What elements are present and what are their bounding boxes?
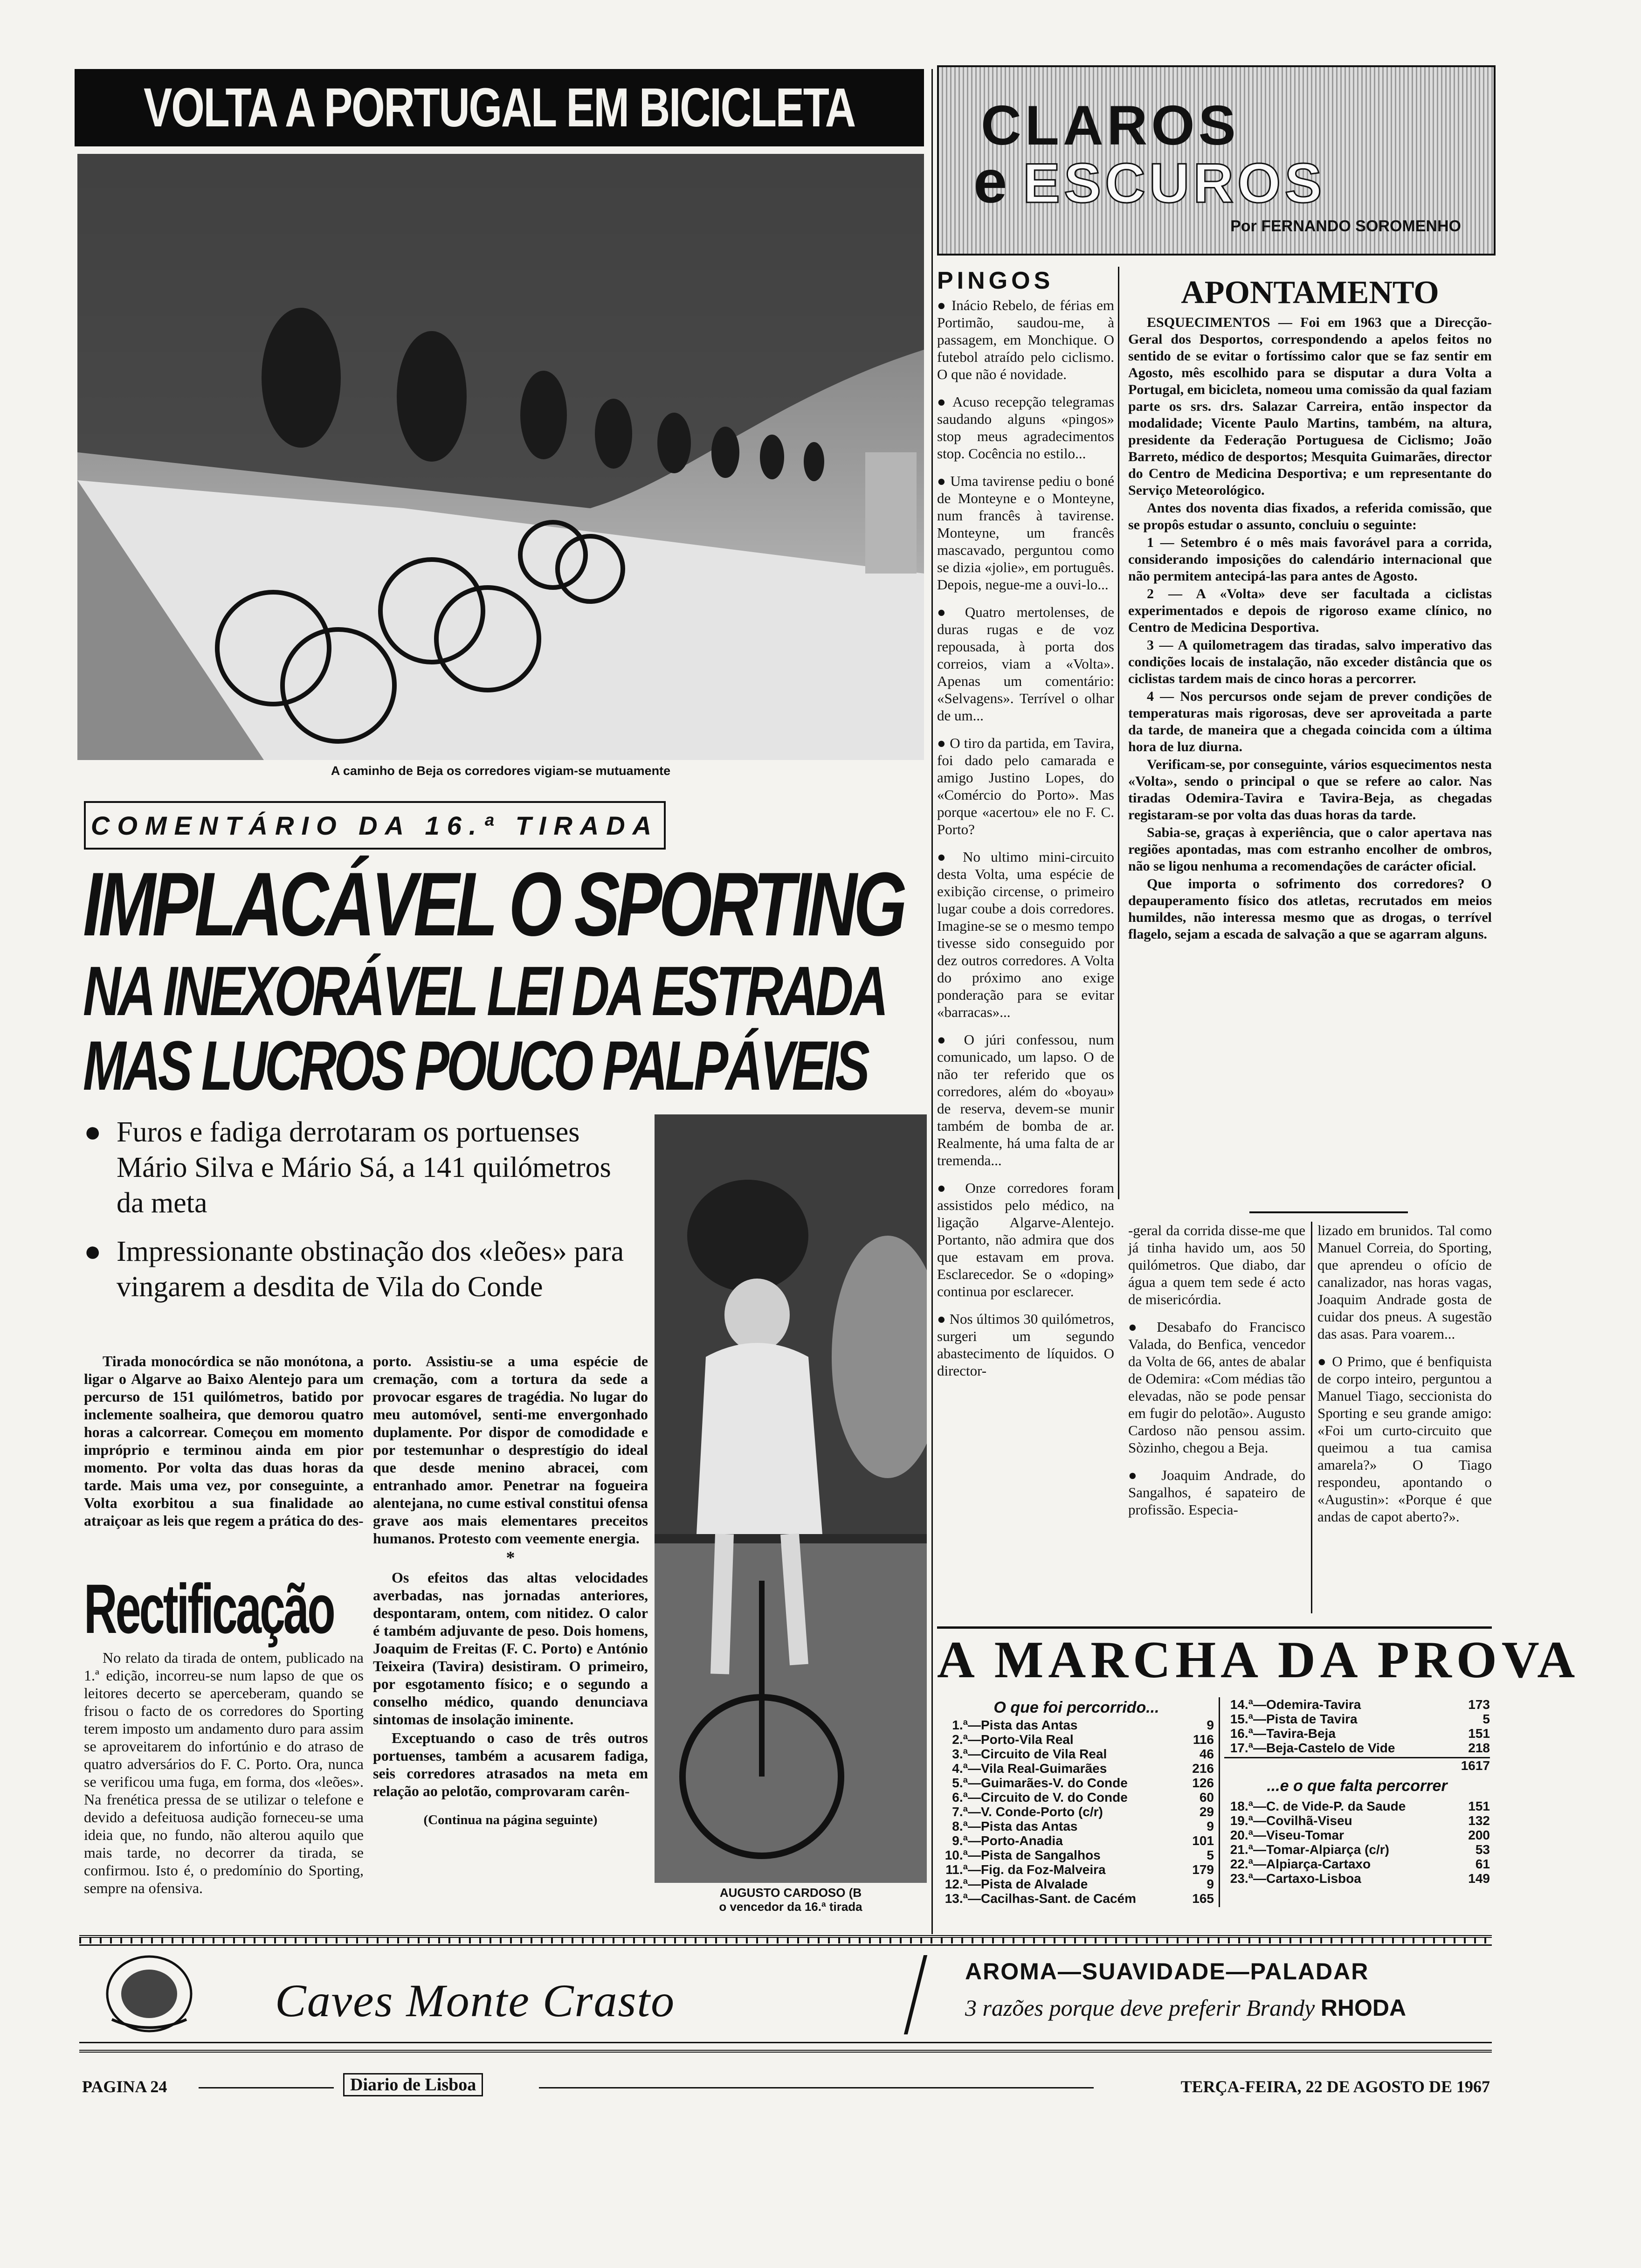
- stage-number: 19.ª: [1230, 1813, 1253, 1828]
- article-col2a-text: porto. Assistiu-se a uma espécie de cremação, com a tortura da sede a provocar esgares de tragédia. No lugar do meu automóvel, senti-me envergonhado duplamente. Por dispor de comodidade e por testemunhar o desprestígio do ideal que desde menino abracei, com entranhado amor. Penetrar na fogueira alentejana, no cume estival constitui ofensa grave aos mais elementares preceitos humanos. Protesto com veemente energia.: [373, 1353, 648, 1547]
- stage-row: [939, 1848, 1214, 1862]
- stage-row: [939, 1805, 1214, 1819]
- stage-km: 5: [1207, 1848, 1214, 1862]
- stage-number: 5.ª: [952, 1776, 968, 1790]
- pingo-text: O júri confessou, num comunicado, um lapso. O de não ter referido que os corredores, além do «boyau» de reserva, devem-se munir também de bomba de ar. Realmente, há uma falta de ar tremenda...: [937, 1031, 1114, 1169]
- pingos-list: [937, 297, 1114, 1379]
- stage-name: Porto-Vila Real: [981, 1732, 1074, 1747]
- pingo-item: [937, 393, 1114, 462]
- stage-number: 10.ª: [945, 1848, 968, 1862]
- stage-km: 132: [1468, 1813, 1490, 1828]
- pingo-text: Nos últimos 30 quilómetros, surgeri um segundo abastecimento de líquidos. O director-: [937, 1311, 1114, 1379]
- stage-number: 14.ª: [1230, 1697, 1253, 1712]
- stage-number: 8.ª: [952, 1819, 968, 1833]
- stage-number: 7.ª: [952, 1805, 968, 1819]
- stage-km: 60: [1199, 1790, 1214, 1805]
- stage-dash: —: [968, 1805, 981, 1819]
- stage-name: C. de Vide-P. da Saude: [1266, 1799, 1406, 1813]
- stage-number: 1.ª: [952, 1718, 968, 1732]
- marcha-total: 1617: [1224, 1757, 1490, 1773]
- article-column-2: [373, 1352, 648, 1829]
- stage-km: 46: [1199, 1747, 1214, 1761]
- stage-km: 29: [1199, 1805, 1214, 1819]
- rectificacao-title: Rectificação: [84, 1570, 334, 1648]
- stage-row: [1224, 1741, 1490, 1755]
- bullet-icon: ●: [1317, 1353, 1332, 1369]
- ad-product: RHODA: [1320, 1995, 1407, 2021]
- stage-name: Tavira-Beja: [1266, 1726, 1336, 1741]
- bullet-icon: ●: [937, 1031, 964, 1048]
- rectificacao: [84, 1571, 364, 1898]
- stage-name: Circuito de V. do Conde: [981, 1790, 1128, 1805]
- column-divider: [931, 69, 933, 1934]
- pingos-column: [937, 267, 1114, 1390]
- stage-km: 179: [1192, 1862, 1214, 1877]
- stage-name: Viseu-Tomar: [1266, 1828, 1345, 1842]
- bullet-icon: ●: [937, 473, 951, 489]
- stage-dash: —: [968, 1732, 981, 1747]
- stage-dash: —: [968, 1848, 981, 1862]
- marcha-divider: [1219, 1697, 1220, 1907]
- pingo-item: [937, 1310, 1114, 1379]
- pingo-text: Quatro mertolenses, de duras rugas e de voz repousada, à porta dos correios, viam a «Volta». Apenas um comentário: «Selvagens». Terrível o olhar de um...: [937, 604, 1114, 724]
- pingos-continuation-col2: [1128, 1222, 1305, 1528]
- subhead-2: [84, 1234, 643, 1305]
- pingos-col2-text: -geral da corrida disse-me que já tinha havido um, aos 50 quilómetros. Que diabo, dar água a quem tem sede é acto de misericórdia.: [1128, 1222, 1305, 1307]
- stage-km: 151: [1468, 1799, 1490, 1813]
- stage-name: Beja-Castelo de Vide: [1266, 1741, 1395, 1755]
- stage-name: Odemira-Tavira: [1266, 1697, 1361, 1712]
- stage-number: 2.ª: [952, 1732, 968, 1747]
- pingos-divider: [1118, 267, 1119, 1199]
- article-col2c-text: Exceptuando o caso de três outros portuenses, também a acusarem fadiga, seis corredores atrasados na meta em relação ao pelotão, comprovaram carên-: [373, 1729, 648, 1799]
- stage-dash: —: [968, 1790, 981, 1805]
- stage-row: [1224, 1697, 1490, 1712]
- subhead-2-text: Impressionante obstinação dos «leões» para vingarem a desdita de Vila do Conde: [117, 1236, 624, 1303]
- subhead-1-text: Furos e fadiga derrotaram os portuenses Mário Silva e Mário Sá, a 141 quilómetros da meta: [117, 1116, 611, 1219]
- stage-number: 17.ª: [1230, 1741, 1253, 1755]
- marcha-top-rule: [937, 1626, 1492, 1629]
- stage-number: 20.ª: [1230, 1828, 1253, 1842]
- ad-tagline-row: [965, 1994, 1406, 2021]
- stage-name: Pista de Alvalade: [981, 1877, 1088, 1891]
- pingo-item: [937, 848, 1114, 1021]
- pingo-item: [1128, 1318, 1305, 1456]
- banner-title: VOLTA A PORTUGAL EM BICICLETA: [144, 77, 855, 138]
- star-separator: *: [506, 1548, 515, 1568]
- article-column-1: [84, 1352, 364, 1530]
- stage-row: [939, 1891, 1214, 1906]
- stage-number: 16.ª: [1230, 1726, 1253, 1741]
- stage-number: 13.ª: [945, 1891, 968, 1906]
- stage-row: [939, 1819, 1214, 1833]
- ad-brand: Caves Monte Crasto: [275, 1975, 676, 2026]
- stage-row: [939, 1790, 1214, 1805]
- rider-photo-svg: [655, 1114, 927, 1883]
- banner: [75, 69, 924, 146]
- stage-name: Pista de Tavira: [1266, 1712, 1358, 1726]
- bullet-icon: ●: [937, 1311, 950, 1327]
- apontamento-paragraph: Verificam-se, por conseguinte, vários esquecimentos nesta «Volta», sendo o principal o que se refere ao calor. Nas tiradas Odemira-Tavira e Tavira-Beja, as chegadas registaram-se por volta das duas horas da tarde.: [1128, 757, 1492, 823]
- stage-name: Porto-Anadia: [981, 1833, 1063, 1848]
- stage-km: 216: [1192, 1761, 1214, 1776]
- stage-row: [939, 1862, 1214, 1877]
- bullet-icon: ●: [937, 604, 965, 620]
- stage-km: 165: [1192, 1891, 1214, 1906]
- footer-paper: Diario de Lisboa: [343, 2073, 483, 2096]
- marcha-right2-rows: [1224, 1799, 1490, 1886]
- ad-slash: [904, 1955, 927, 2034]
- pingo-item: [937, 1179, 1114, 1300]
- stage-row: [1224, 1828, 1490, 1842]
- stage-dash: —: [968, 1747, 981, 1761]
- pingo-item: [937, 297, 1114, 383]
- apontamento-end-rule: [1249, 1211, 1408, 1213]
- stage-dash: —: [1253, 1828, 1266, 1842]
- stage-dash: —: [1253, 1857, 1266, 1871]
- apontamento-paragraph: Sabia-se, graças à experiência, que o calor apertava nas regiões apontadas, mas com estranho encolher de ombros, não se ligou nenhuma a recomendações de carácter oficial.: [1128, 825, 1492, 874]
- stage-number: 3.ª: [952, 1747, 968, 1761]
- photo-mid-caption: [655, 1886, 927, 1914]
- bullet-icon: ●: [937, 849, 963, 865]
- claros-title: CLAROS: [981, 94, 1240, 157]
- marcha-right-rows: [1224, 1697, 1490, 1755]
- bullet-icon: ●: [937, 1180, 965, 1196]
- stage-row: [939, 1718, 1214, 1732]
- stage-name: Pista de Sangalhos: [981, 1848, 1101, 1862]
- subhead-1: [84, 1114, 643, 1221]
- stage-name: Cacilhas-Sant. de Cacém: [981, 1891, 1137, 1906]
- stage-km: 9: [1207, 1877, 1214, 1891]
- stage-number: 12.ª: [945, 1877, 968, 1891]
- stage-number: 23.ª: [1230, 1871, 1253, 1886]
- pingo-text: Desabafo do Francisco Valada, do Benfica, vencedor da Volta de 66, antes de abalar de Odemira: «Com médias tão elevadas, não se pode pensar em fugir do pelotão». Augusto Cardoso não pensou assim. Sòzinho, chegou a Beja.: [1128, 1319, 1305, 1456]
- stage-km: 218: [1468, 1741, 1490, 1755]
- stage-dash: —: [968, 1833, 981, 1848]
- stage-km: 200: [1468, 1828, 1490, 1842]
- ad-inner: [79, 1944, 1492, 2043]
- peloton-photo-svg: [77, 154, 924, 760]
- marcha-right-heading: ...e o que falta percorrer: [1267, 1777, 1448, 1795]
- apontamento-title: APONTAMENTO: [1181, 275, 1439, 311]
- stage-name: Pista das Antas: [981, 1819, 1078, 1833]
- pingo-text: No ultimo mini-circuito desta Volta, uma espécie de exibição circense, o primeiro lugar coube a dois corredores. Imagine-se se o mesmo tempo tivesse sido conseguido por dez outros corredores. A Volta do próximo ano exige ponderação para se evitar «barracas»...: [937, 849, 1114, 1020]
- article-col2b-text: Os efeitos das altas velocidades averbadas, nas jornadas anteriores, despontaram, ontem, com nitidez. O calor é também adjuvante de peso. Dois homens, Joaquim de Freitas (F. C. Porto) e António Teixeira (Tavira) desistiram. O primeiro, por esgotamento físico; e o segundo a conselho médico, quando denunciava sintomas de insolação iminente.: [373, 1569, 648, 1728]
- footer-page: PAGINA 24: [82, 2077, 167, 2096]
- pingo-item: [937, 1031, 1114, 1169]
- e-connector: e: [973, 147, 1007, 215]
- pingo-text: O tiro da partida, em Tavira, foi dado pelo camarada e amigo Justino Lopes, do «Comércio do Porto». Mas porque «acertou» ele no F. C. Porto?: [937, 735, 1114, 837]
- photo-cyclists-peloton: [77, 154, 924, 760]
- escuros-title: ESCUROS: [1023, 152, 1326, 214]
- stage-km: 9: [1207, 1819, 1214, 1833]
- ad-monte-crasto: [79, 1935, 1492, 2053]
- marcha-right: [1224, 1697, 1490, 1886]
- bullet-icon: ●: [1128, 1319, 1157, 1335]
- apontamento: [1128, 275, 1492, 944]
- stage-number: 21.ª: [1230, 1842, 1253, 1857]
- apontamento-paragraph: 2 — A «Volta» deve ser facultada a ciclistas experimentados e depois de rigoroso exame clínico, no Centro de Medicina Desportiva.: [1128, 586, 1492, 635]
- stage-dash: —: [1253, 1813, 1266, 1828]
- article-col1-text: Tirada monocórdica se não monótona, a ligar o Algarve ao Baixo Alentejo para um percurso de 151 quilómetros, batido por inclemente soalheira, que demorou quatro horas a calcorrear. Começou em momento impróprio e terminou ainda em pior momento. Por volta das duas horas da tarde. Mais uma vez, por conseguinte, a Volta exorbitou a sua finalidade ao atraiçoar as leis que regem a prática do des-: [84, 1353, 364, 1529]
- stage-km: 5: [1482, 1712, 1490, 1726]
- stage-dash: —: [1253, 1741, 1266, 1755]
- pingos-col2-list: [1128, 1318, 1305, 1518]
- pingo-text: Acuso recepção telegramas saudando alguns «pingos» stop meus agradecimentos stop. Cocência no estilo...: [937, 394, 1115, 462]
- marcha-left: [939, 1697, 1214, 1906]
- stage-km: 151: [1468, 1726, 1490, 1741]
- ad-tagline: 3 razões porque deve preferir Brandy: [965, 1995, 1315, 2021]
- stage-name: Tomar-Alpiarça (c/r): [1266, 1842, 1389, 1857]
- stage-row: [939, 1761, 1214, 1776]
- stage-number: 11.ª: [945, 1862, 968, 1877]
- photo-augusto-cardoso: [655, 1114, 927, 1883]
- stage-name: Alpiarça-Cartaxo: [1266, 1857, 1371, 1871]
- stage-name: V. Conde-Porto (c/r): [981, 1805, 1103, 1819]
- pingo-item: [937, 472, 1114, 593]
- pingo-text: Joaquim Andrade, do Sangalhos, é sapateiro de profissão. Especia-: [1128, 1467, 1305, 1518]
- stage-name: Guimarães-V. do Conde: [981, 1776, 1128, 1790]
- stage-row: [939, 1877, 1214, 1891]
- headline-line-2: NA INEXORÁVEL LEI DA ESTRADA: [83, 952, 886, 1030]
- pingos-col2-divider: [1311, 1222, 1312, 1613]
- stage-number: 4.ª: [952, 1761, 968, 1776]
- footer-rule-left: [199, 2087, 334, 2088]
- stage-dash: —: [968, 1862, 981, 1877]
- caption-line-1: AUGUSTO CARDOSO (B: [719, 1886, 862, 1900]
- bullet-icon: ●: [1128, 1467, 1162, 1483]
- pingos-title: PINGOS: [937, 267, 1054, 294]
- bullet-icon: ●: [84, 1236, 102, 1267]
- stage-km: 126: [1192, 1776, 1214, 1790]
- stage-name: Cartaxo-Lisboa: [1266, 1871, 1361, 1886]
- stage-dash: —: [1253, 1799, 1266, 1813]
- pingos-col3-text: lizado em brunidos. Tal como Manuel Correia, do Sporting, que aprendeu o ofício de canalizador, nas horas vagas, Joaquim Andrade gosta de cuidar dos pneus. A sugestão das asas. Para voarem...: [1317, 1222, 1492, 1342]
- stage-dash: —: [1253, 1697, 1266, 1712]
- pingos-col3-list: [1317, 1353, 1492, 1525]
- stage-dash: —: [1253, 1871, 1266, 1886]
- pingo-item: [937, 603, 1114, 724]
- stage-row: [939, 1732, 1214, 1747]
- pingo-text: Uma tavirense pediu o boné de Monteyne e o Monteyne, num francês à tavirense. Monteyne, um francês mascavado, perguntou como se dizia «jolie», em português. Depois, negue-me a ouvi-lo...: [937, 473, 1114, 593]
- footer: [82, 2073, 1490, 2101]
- stage-row: [939, 1747, 1214, 1761]
- apontamento-paragraph: 3 — A quilometragem das tiradas, salvo imperativo das condições locais de instalação, não exceder distância que os ciclistas tardem mais de cinco horas a percorrer.: [1128, 637, 1492, 686]
- stage-row: [939, 1833, 1214, 1848]
- stage-km: 9: [1207, 1718, 1214, 1732]
- stage-dash: —: [968, 1761, 981, 1776]
- pingo-item: [937, 734, 1114, 838]
- apontamento-paragraph: 1 — Setembro é o mês mais favorável para a corrida, considerando imposições do calendário internacional que não permitem antecipá-las para antes de Agosto.: [1128, 535, 1492, 584]
- stage-dash: —: [1253, 1712, 1266, 1726]
- stage-row: [1224, 1857, 1490, 1871]
- stage-row: [1224, 1842, 1490, 1857]
- continua-note: (Continua na página seguinte): [423, 1812, 598, 1827]
- stage-km: 53: [1475, 1842, 1490, 1857]
- pingo-item: [1317, 1353, 1492, 1525]
- marcha-title: A MARCHA DA PROVA: [937, 1631, 1580, 1689]
- stage-row: [1224, 1799, 1490, 1813]
- pingo-text: O Primo, que é benfiquista de corpo inteiro, perguntou a Manuel Tiago, seccionista do Sporting e seu grande amigo: «Foi um curto-circuito que queimou a tua camisa amarela?» O Tiago respondeu, apontando o «Augustin»: «Porque é que andas de capot aberto?».: [1317, 1353, 1492, 1525]
- pingos-continuation-col3: [1317, 1222, 1492, 1535]
- claros-escuros-header: [937, 65, 1496, 256]
- byline: Por FERNANDO SOROMENHO: [1230, 217, 1461, 235]
- ad-crest-icon: [103, 1950, 196, 2038]
- stage-dash: —: [968, 1877, 981, 1891]
- marcha-left-rows: [939, 1718, 1214, 1906]
- pingo-text: Inácio Rebelo, de férias em Portimão, saudou-me, à passagem, em Monchique. O futebol atraído pelo ciclismo. O que não é novidade.: [937, 297, 1114, 382]
- apontamento-body: [1128, 314, 1492, 943]
- marcha-left-heading: O que foi percorrido...: [993, 1699, 1159, 1716]
- ad-slogan: AROMA—SUAVIDADE—PALADAR: [965, 1958, 1369, 1984]
- bullet-icon: ●: [84, 1116, 102, 1148]
- stage-name: Covilhã-Viseu: [1266, 1813, 1352, 1828]
- stage-row: [1224, 1813, 1490, 1828]
- photo-top-caption: A caminho de Beja os corredores vigiam-se mutuamente: [331, 764, 671, 778]
- stage-row: [1224, 1712, 1490, 1726]
- stage-km: 116: [1193, 1732, 1214, 1747]
- bullet-icon: ●: [937, 394, 952, 410]
- stage-number: 15.ª: [1230, 1712, 1253, 1726]
- stage-km: 149: [1468, 1871, 1490, 1886]
- stage-number: 22.ª: [1230, 1857, 1253, 1871]
- stage-dash: —: [968, 1776, 981, 1790]
- pingo-text: Onze corredores foram assistidos pelo médico, na ligação Algarve-Alentejo. Portanto, não admira que dos que estavam em prova. Esclarecedor. Se o «doping» continua por esclarecer.: [937, 1180, 1114, 1300]
- caption-line-2: o vencedor da 16.ª tirada: [719, 1900, 862, 1914]
- stage-km: 101: [1192, 1833, 1214, 1848]
- stage-name: Vila Real-Guimarães: [981, 1761, 1107, 1776]
- stage-number: 6.ª: [952, 1790, 968, 1805]
- stage-km: 61: [1475, 1857, 1490, 1871]
- footer-date: TERÇA-FEIRA, 22 DE AGOSTO DE 1967: [1180, 2077, 1490, 2096]
- stage-row: [939, 1776, 1214, 1790]
- stage-name: Pista das Antas: [981, 1718, 1078, 1732]
- stage-row: [1224, 1726, 1490, 1741]
- stage-dash: —: [1253, 1726, 1266, 1741]
- footer-rule-right: [539, 2087, 1094, 2088]
- bullet-icon: ●: [937, 297, 952, 313]
- comment-box-label: COMENTÁRIO DA 16.ª TIRADA: [90, 810, 659, 840]
- headline: [83, 854, 931, 1105]
- stage-dash: —: [968, 1819, 981, 1833]
- stage-dash: —: [968, 1718, 981, 1732]
- pingo-item: [1128, 1466, 1305, 1518]
- apontamento-paragraph: Que importa o sofrimento dos corredores? O depauperamento físico dos atletas, recrutados em meios humildes, não interessa mesmo que as drogas, o terrível flagelo, sejam a escada de salvação a que se agarram alguns.: [1128, 876, 1492, 942]
- bullet-icon: ●: [937, 735, 950, 751]
- stage-name: Fig. da Foz-Malveira: [981, 1862, 1106, 1877]
- stage-number: 9.ª: [952, 1833, 968, 1848]
- apontamento-paragraph: Antes dos noventa dias fixados, a referida comissão, que se propôs estudar o assunto, concluiu o seguinte:: [1128, 500, 1492, 532]
- stage-number: 18.ª: [1230, 1799, 1253, 1813]
- rectificacao-body: No relato da tirada de ontem, publicado na 1.ª edição, incorreu-se num lapso de que os leitores decerto se aperceberam, quando se frisou o facto de os corredores do Sporting terem imposto um andamento duro para assim se aproveitarem do infortúnio e do atraso de quatro adversários do F. C. Porto. Ora, nunca se verificou uma fuga, em forma, dos «leões». Na frenética pressa de se utilizar o telefone e devido a defeituosa audição forneceu-se uma ideia que, no fundo, não alterou aquilo que mais tarde, no decorrer da tirada, se confirmou. Isto é, o predomínio do Sporting, sempre na ofensiva.: [84, 1649, 364, 1896]
- headline-line-3: MAS LUCROS POUCO PALPÁVEIS: [83, 1026, 867, 1105]
- headline-line-1: IMPLACÁVEL O SPORTING: [83, 854, 904, 955]
- stage-km: 173: [1468, 1697, 1490, 1712]
- subheads: [84, 1114, 643, 1305]
- stage-dash: —: [968, 1891, 981, 1906]
- comment-box: [84, 801, 666, 850]
- stage-dash: —: [1253, 1842, 1266, 1857]
- stage-row: [1224, 1871, 1490, 1886]
- apontamento-paragraph: 4 — Nos percursos onde sejam de prever condições de temperaturas mais rigorosas, deve ser aproveitada a parte da tarde, de maneira que a chegada coincida com a última hora de luz diurna.: [1128, 689, 1492, 754]
- stage-name: Circuito de Vila Real: [981, 1747, 1107, 1761]
- apontamento-paragraph: ESQUECIMENTOS — Foi em 1963 que a Direcção-Geral dos Desportos, correspondendo a apelos feitos no sentido de se evitar o fortíssimo calor que se faz sentir em Agosto, mês escolhido para se disputar a dura Volta a Portugal, em bicicleta, nomeou uma comissão da qual faziam parte os srs. drs. Salazar Carreira, então inspector da modalidade; Vicente Paulo Martins, também, na altura, presidente da Federação Portuguesa de Ciclismo; João Barreto, médico de desportos; Mesquita Guimarães, director do Centro de Medicina Desportiva; e um representante do Serviço Meteorológico.: [1128, 315, 1492, 498]
